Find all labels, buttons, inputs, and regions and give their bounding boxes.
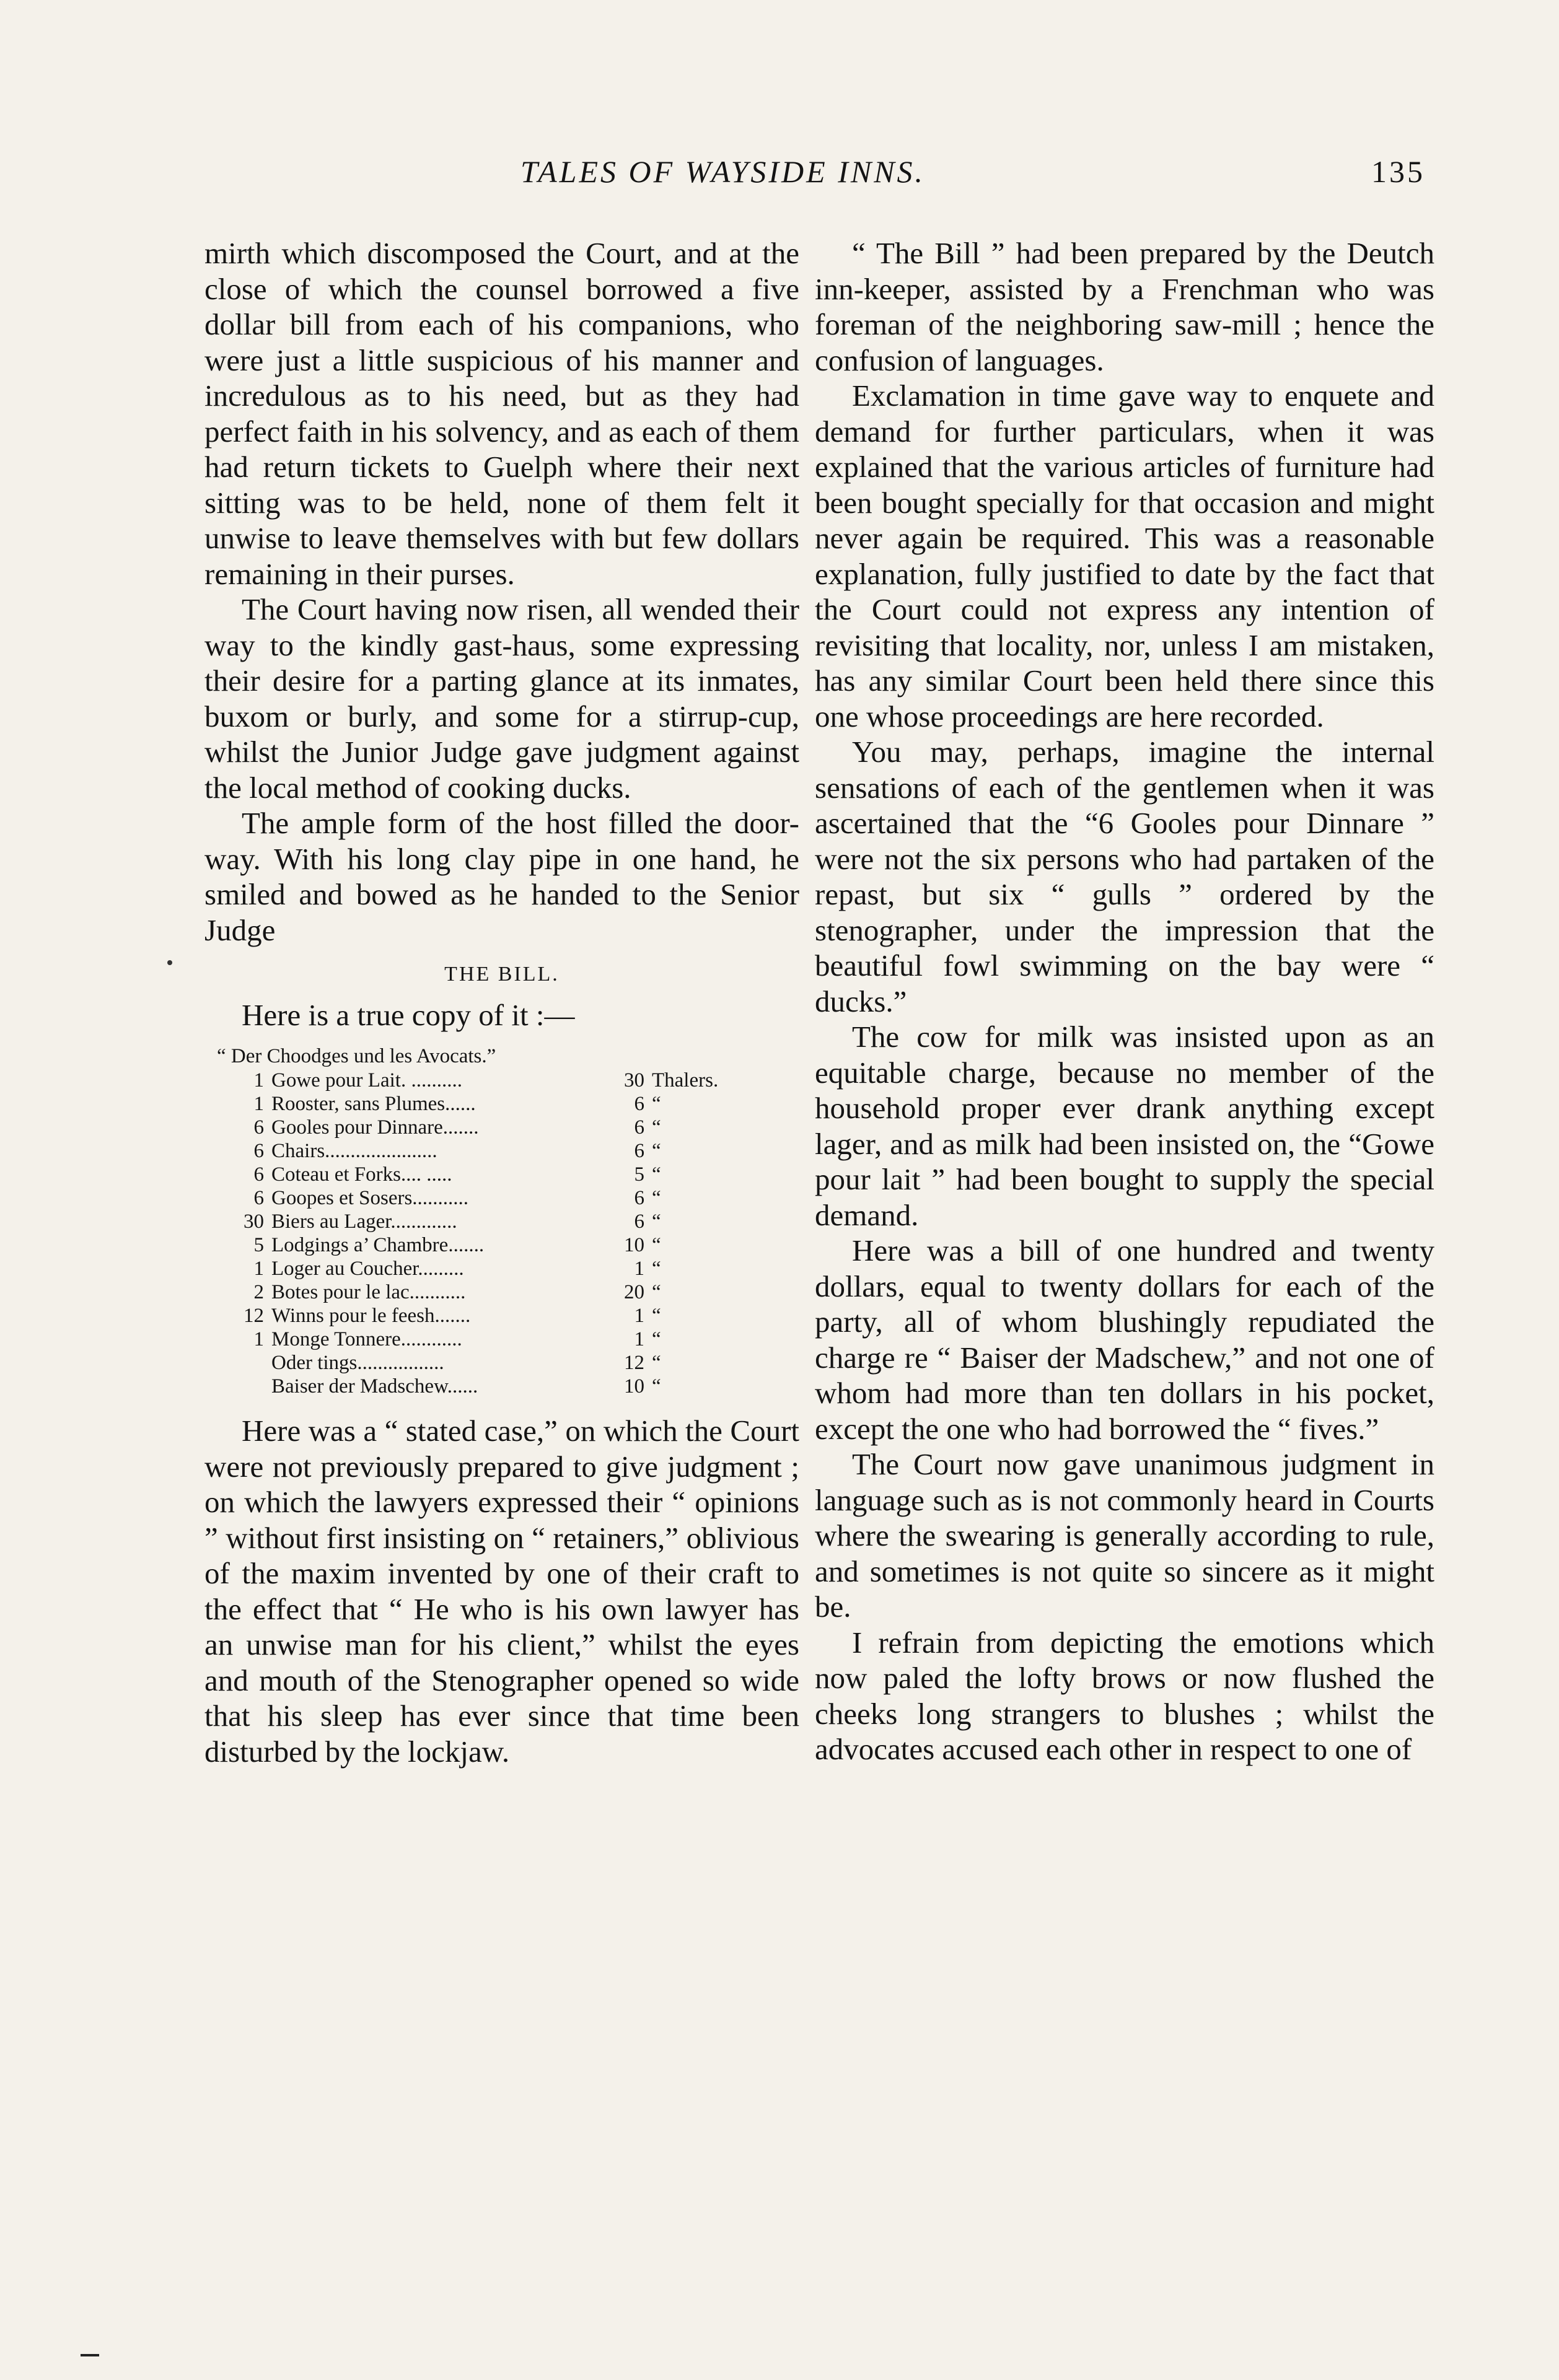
bill-qty: 1 xyxy=(253,1328,264,1350)
bill-unit: “ xyxy=(652,1375,661,1398)
bill-item: Monge Tonnere............ xyxy=(271,1328,462,1350)
bill-intro: Here is a true copy of it :— xyxy=(242,997,575,1032)
bill-qty: 12 xyxy=(244,1305,264,1327)
paragraph: Here was a “ stated case,” on which the Court were not previously prepared to give judgment ; on which the lawyers expressed their “ opinions ” without first insisting on “ retainers,” oblivious of the maxim invented by one of their craft to the effect that “ He who is his own lawyer has an unwise man for his client,” whilst the eyes and mouth of the Stenographer opened so wide that his sleep has ever since that time been disturbed by the lockjaw. xyxy=(204,1414,799,1769)
bill-row xyxy=(229,1304,742,1328)
bill-price: 10 xyxy=(624,1234,644,1256)
paragraph: The cow for milk was insisted upon as an equitable charge, because no member of the household proper ever drank anything except lager, and as milk had been insisted on, the “Gowe pour lait ” had been bought to supply the special demand. xyxy=(815,1020,1434,1232)
bill-qty: 1 xyxy=(253,1258,264,1280)
bill-price: 6 xyxy=(634,1116,644,1139)
bill-heading: THE BILL. xyxy=(444,963,560,986)
bill-row xyxy=(229,1351,742,1375)
bill-row xyxy=(229,1092,742,1116)
bill-item: Oder tings................. xyxy=(271,1352,444,1374)
bill-qty: 6 xyxy=(253,1187,264,1209)
corner-mark xyxy=(81,2354,99,2356)
bill-unit: “ xyxy=(652,1093,661,1115)
bill-qty: 30 xyxy=(244,1210,264,1233)
bill-row xyxy=(229,1163,742,1186)
bill-qty: 2 xyxy=(253,1281,264,1303)
bill-unit: “ xyxy=(652,1281,661,1303)
bill-unit: “ xyxy=(652,1328,661,1350)
bill-unit: “ xyxy=(652,1163,661,1186)
left-column xyxy=(204,235,799,1769)
page-number: 135 xyxy=(1371,154,1425,189)
bill-item: Goopes et Sosers........... xyxy=(271,1187,469,1209)
bill-price: 6 xyxy=(634,1093,644,1115)
paragraph: I refrain from depicting the emotions which now paled the lofty brows or now flushed the cheeks long strangers to blushes ; whilst the advocates accused each other in respect to one of xyxy=(815,1625,1434,1766)
bill-row xyxy=(229,1257,742,1280)
bill-unit: “ xyxy=(652,1116,661,1139)
bill-price: 30 xyxy=(624,1069,644,1092)
right-column xyxy=(815,235,1434,1767)
ink-speck xyxy=(167,960,172,965)
bill-unit: Thalers. xyxy=(652,1069,719,1092)
bill-item: Rooster, sans Plumes...... xyxy=(271,1093,476,1115)
bill-item: Winns pour le feesh....... xyxy=(271,1305,471,1327)
bill-price: 10 xyxy=(624,1375,644,1398)
bill-qty: 1 xyxy=(253,1069,264,1092)
bill-qty: 5 xyxy=(253,1234,264,1256)
bill-unit: “ xyxy=(652,1140,661,1162)
paragraph: You may, perhaps, imagine the internal sensations of each of the gentlemen when it was ascertained that the “6 Gooles pour Dinnare ” were not the six persons who had partaken of the repast, but six “ gulls ” ordered by the stenographer, under the impression that the beautiful fowl swimming on the bay were “ ducks.” xyxy=(815,735,1434,1018)
bill-price: 6 xyxy=(634,1187,644,1209)
bill-table xyxy=(229,1069,742,1398)
paragraph: The ample form of the host filled the door-way. With his long clay pipe in one hand, he smiled and bowed as he handed to the Senior Judge xyxy=(204,806,799,947)
bill-qty: 6 xyxy=(253,1140,264,1162)
bill-item: Biers au Lager............. xyxy=(271,1210,457,1233)
bill-price: 20 xyxy=(624,1281,644,1303)
bill-price: 1 xyxy=(634,1258,644,1280)
bill-unit: “ xyxy=(652,1210,661,1233)
bill-unit: “ xyxy=(652,1187,661,1209)
paragraph: The Court having now risen, all wended their way to the kindly gast-haus, some expressing their desire for a parting glance at its inmates, buxom or burly, and some for a stirrup-cup, whilst the Junior Judge gave judgment against the local method of cooking ducks. xyxy=(204,592,799,805)
bill-item: Coteau et Forks.... ..... xyxy=(271,1163,452,1186)
bill-item: Botes pour le lac........... xyxy=(271,1281,466,1303)
bill-row xyxy=(229,1069,742,1092)
paragraph: “ The Bill ” had been prepared by the Deutch inn-keeper, assisted by a Frenchman who was foreman of the neighboring saw-mill ; hence the confusion of languages. xyxy=(815,236,1434,377)
bill-price: 1 xyxy=(634,1328,644,1350)
paragraph: Here was a bill of one hundred and twenty dollars, equal to twenty dollars for each of the party, all of whom blushingly repudiated the charge re “ Baiser der Madschew,” and not one of whom had more than ten dollars in his pocket, except the one who had borrowed the “ fives.” xyxy=(815,1233,1434,1446)
bill-qty: 1 xyxy=(253,1093,264,1115)
bill-price: 6 xyxy=(634,1210,644,1233)
bill-row xyxy=(229,1139,742,1163)
bill-row xyxy=(229,1210,742,1233)
bill-row xyxy=(229,1116,742,1139)
paragraph: The Court now gave unanimous judgment in language such as is not commonly heard in Courts where the swearing is generally according to rule, and sometimes is not quite so sincere as it might be. xyxy=(815,1447,1434,1624)
paragraph: Exclamation in time gave way to enquete and demand for further particulars, when it was explained that the various articles of furniture had been bought specially for that occasion and might never again be required. This was a reasonable explanation, fully justified to date by the fact that the Court could not express any intention of revisiting that locality, nor, unless I am mistaken, has any similar Court been held there since this one whose proceedings are here recorded. xyxy=(815,378,1434,733)
bill-unit: “ xyxy=(652,1352,661,1374)
bill-item: Lodgings a’ Chambre....... xyxy=(271,1234,485,1256)
bill-unit: “ xyxy=(652,1234,661,1256)
paragraph: mirth which discomposed the Court, and at the close of which the counsel borrowed a five dollar bill from each of his companions, who were just a little suspicious of his manner and incredulous as to his need, but as they had perfect faith in his solvency, and as each of them had return tickets to Guelph where their next sitting was to be held, none of them felt it unwise to leave themselves with but few dollars remaining in their purses. xyxy=(204,236,799,591)
bill-row xyxy=(229,1233,742,1257)
bill-item: Chairs...................... xyxy=(271,1140,437,1162)
bill-price: 1 xyxy=(634,1305,644,1327)
bill-row xyxy=(229,1186,742,1210)
bill-item: Baiser der Madschew...... xyxy=(271,1375,478,1398)
bill-unit: “ xyxy=(652,1305,661,1327)
bill-qty: 6 xyxy=(253,1116,264,1139)
bill-unit: “ xyxy=(652,1258,661,1280)
running-title: TALES OF WAYSIDE INNS. xyxy=(520,154,926,189)
bill-price: 5 xyxy=(634,1163,644,1186)
bill-item: Gooles pour Dinnare....... xyxy=(271,1116,479,1139)
bill-qty xyxy=(229,1351,268,1375)
bill-price: 12 xyxy=(624,1352,644,1374)
bill-item: Gowe pour Lait. .......... xyxy=(271,1069,462,1092)
bill-row xyxy=(229,1375,742,1398)
bill-price: 6 xyxy=(634,1140,644,1162)
bill-qty xyxy=(229,1375,268,1398)
bill-item: Loger au Coucher......... xyxy=(271,1258,464,1280)
bill-row xyxy=(229,1328,742,1351)
bill-row xyxy=(229,1280,742,1304)
bill-qty: 6 xyxy=(253,1163,264,1186)
bill-title: “ Der Choodges und les Avocats.” xyxy=(217,1045,496,1067)
